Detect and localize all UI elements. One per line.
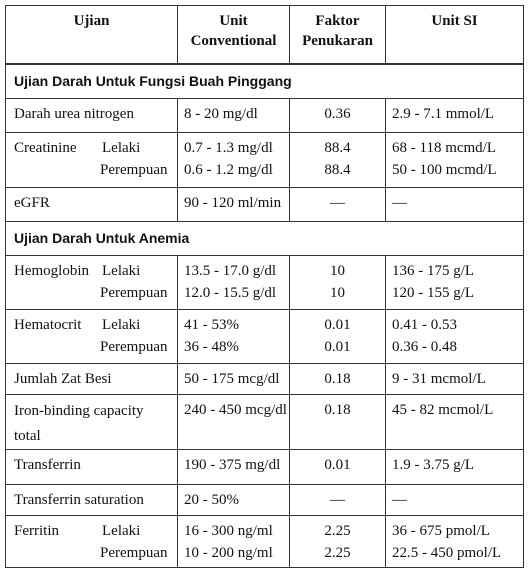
header-faktor-penukaran: Faktor Penukaran — [290, 6, 386, 65]
conventional-value: 12.0 - 15.5 g/dl — [184, 284, 277, 301]
conversion-factor: 10 — [330, 262, 345, 279]
conventional-value: 16 - 300 ng/ml — [184, 522, 273, 539]
sex-label: Perempuan — [100, 161, 168, 178]
si-value: 136 - 175 g/L — [392, 262, 475, 279]
conversion-factor: 88.4 — [324, 139, 351, 156]
test-name: Transferrin — [6, 449, 178, 484]
conventional-value: 13.5 - 17.0 g/dl — [184, 262, 277, 279]
si-value: 22.5 - 450 pmol/L — [392, 544, 502, 561]
conversion-factor: 0.01 — [324, 338, 351, 355]
conventional-value: 0.6 - 1.2 mg/dl — [184, 161, 273, 178]
conversion-factor: 0.18 — [290, 394, 386, 449]
test-name: Creatinine — [14, 139, 77, 156]
si-value: 0.41 - 0.53 — [392, 316, 457, 333]
test-name: eGFR — [6, 187, 178, 221]
si-value: 36 - 675 pmol/L — [392, 522, 490, 539]
si-value: 50 - 100 mcmd/L — [392, 161, 497, 178]
conventional-value: 8 - 20 mg/dl — [178, 98, 290, 132]
table-row-bun — [6, 98, 524, 132]
section-buah-pinggang: Ujian Darah Untuk Fungsi Buah Pinggang — [6, 64, 524, 98]
conversion-factor: — — [290, 484, 386, 515]
table-row-hematocrit — [6, 309, 524, 363]
conversion-factor: 2.25 — [324, 544, 351, 561]
conventional-value: 190 - 375 mg/dl — [178, 449, 290, 484]
section-row — [6, 64, 524, 98]
test-name-cell — [6, 132, 178, 187]
test-name: Iron-binding capacity — [14, 402, 144, 419]
header-unit-conventional: Unit Conventional — [178, 6, 290, 65]
sex-label: Lelaki — [102, 139, 141, 156]
table-row-egfr — [6, 187, 524, 221]
si-value: 68 - 118 mcmd/L — [392, 139, 497, 156]
header-ujian: Ujian — [6, 6, 178, 65]
test-name: Hemoglobin — [14, 262, 89, 279]
conventional-value: 41 - 53% — [184, 316, 239, 333]
sex-label: Lelaki — [102, 522, 141, 539]
conventional-value: 50 - 175 mcg/dl — [178, 363, 290, 394]
section-anemia: Ujian Darah Untuk Anemia — [6, 221, 524, 255]
sex-label: Lelaki — [102, 316, 141, 333]
conventional-value: 20 - 50% — [178, 484, 290, 515]
table-row-tibc — [6, 394, 524, 449]
section-row — [6, 221, 524, 255]
conversion-factor: 0.36 — [290, 98, 386, 132]
si-value: 45 - 82 mcmol/L — [386, 394, 524, 449]
si-value: — — [386, 484, 524, 515]
si-value: 2.9 - 7.1 mmol/L — [386, 98, 524, 132]
test-name: Jumlah Zat Besi — [6, 363, 178, 394]
table-row-ferritin — [6, 515, 524, 567]
conventional-value: 10 - 200 ng/ml — [184, 544, 273, 561]
table-row-transferrin — [6, 449, 524, 484]
conversion-factor: 2.25 — [324, 522, 351, 539]
test-name-cont: total — [14, 427, 41, 444]
header-unit-si: Unit SI — [386, 6, 524, 65]
sex-label: Perempuan — [100, 338, 168, 355]
conversion-factor: 88.4 — [324, 161, 351, 178]
si-value: — — [386, 187, 524, 221]
si-value: 120 - 155 g/L — [392, 284, 475, 301]
conversion-factor: 0.01 — [324, 316, 351, 333]
lab-values-table — [5, 5, 524, 568]
table-row-creatinine — [6, 132, 524, 187]
test-name: Ferritin — [14, 522, 59, 539]
table-row-iron — [6, 363, 524, 394]
sex-label: Perempuan — [100, 544, 168, 561]
test-name: Transferrin saturation — [6, 484, 178, 515]
test-name: Hematocrit — [14, 316, 82, 333]
conversion-factor: 10 — [330, 284, 345, 301]
si-value: 1.9 - 3.75 g/L — [386, 449, 524, 484]
table-row-hemoglobin — [6, 255, 524, 309]
conventional-value: 36 - 48% — [184, 338, 239, 355]
conversion-factor: 0.01 — [290, 449, 386, 484]
conventional-value: 240 - 450 mcg/dl — [178, 394, 290, 449]
conversion-factor: — — [290, 187, 386, 221]
sex-label: Perempuan — [100, 284, 168, 301]
si-value: 9 - 31 mcmol/L — [386, 363, 524, 394]
test-name: Darah urea nitrogen — [6, 98, 178, 132]
conventional-value: 0.7 - 1.3 mg/dl — [184, 139, 273, 156]
si-value: 0.36 - 0.48 — [392, 338, 457, 355]
header-row — [6, 6, 524, 65]
conventional-value: 90 - 120 ml/min — [178, 187, 290, 221]
table-row-transferrin-saturation — [6, 484, 524, 515]
sex-label: Lelaki — [102, 262, 141, 279]
conversion-factor: 0.18 — [290, 363, 386, 394]
